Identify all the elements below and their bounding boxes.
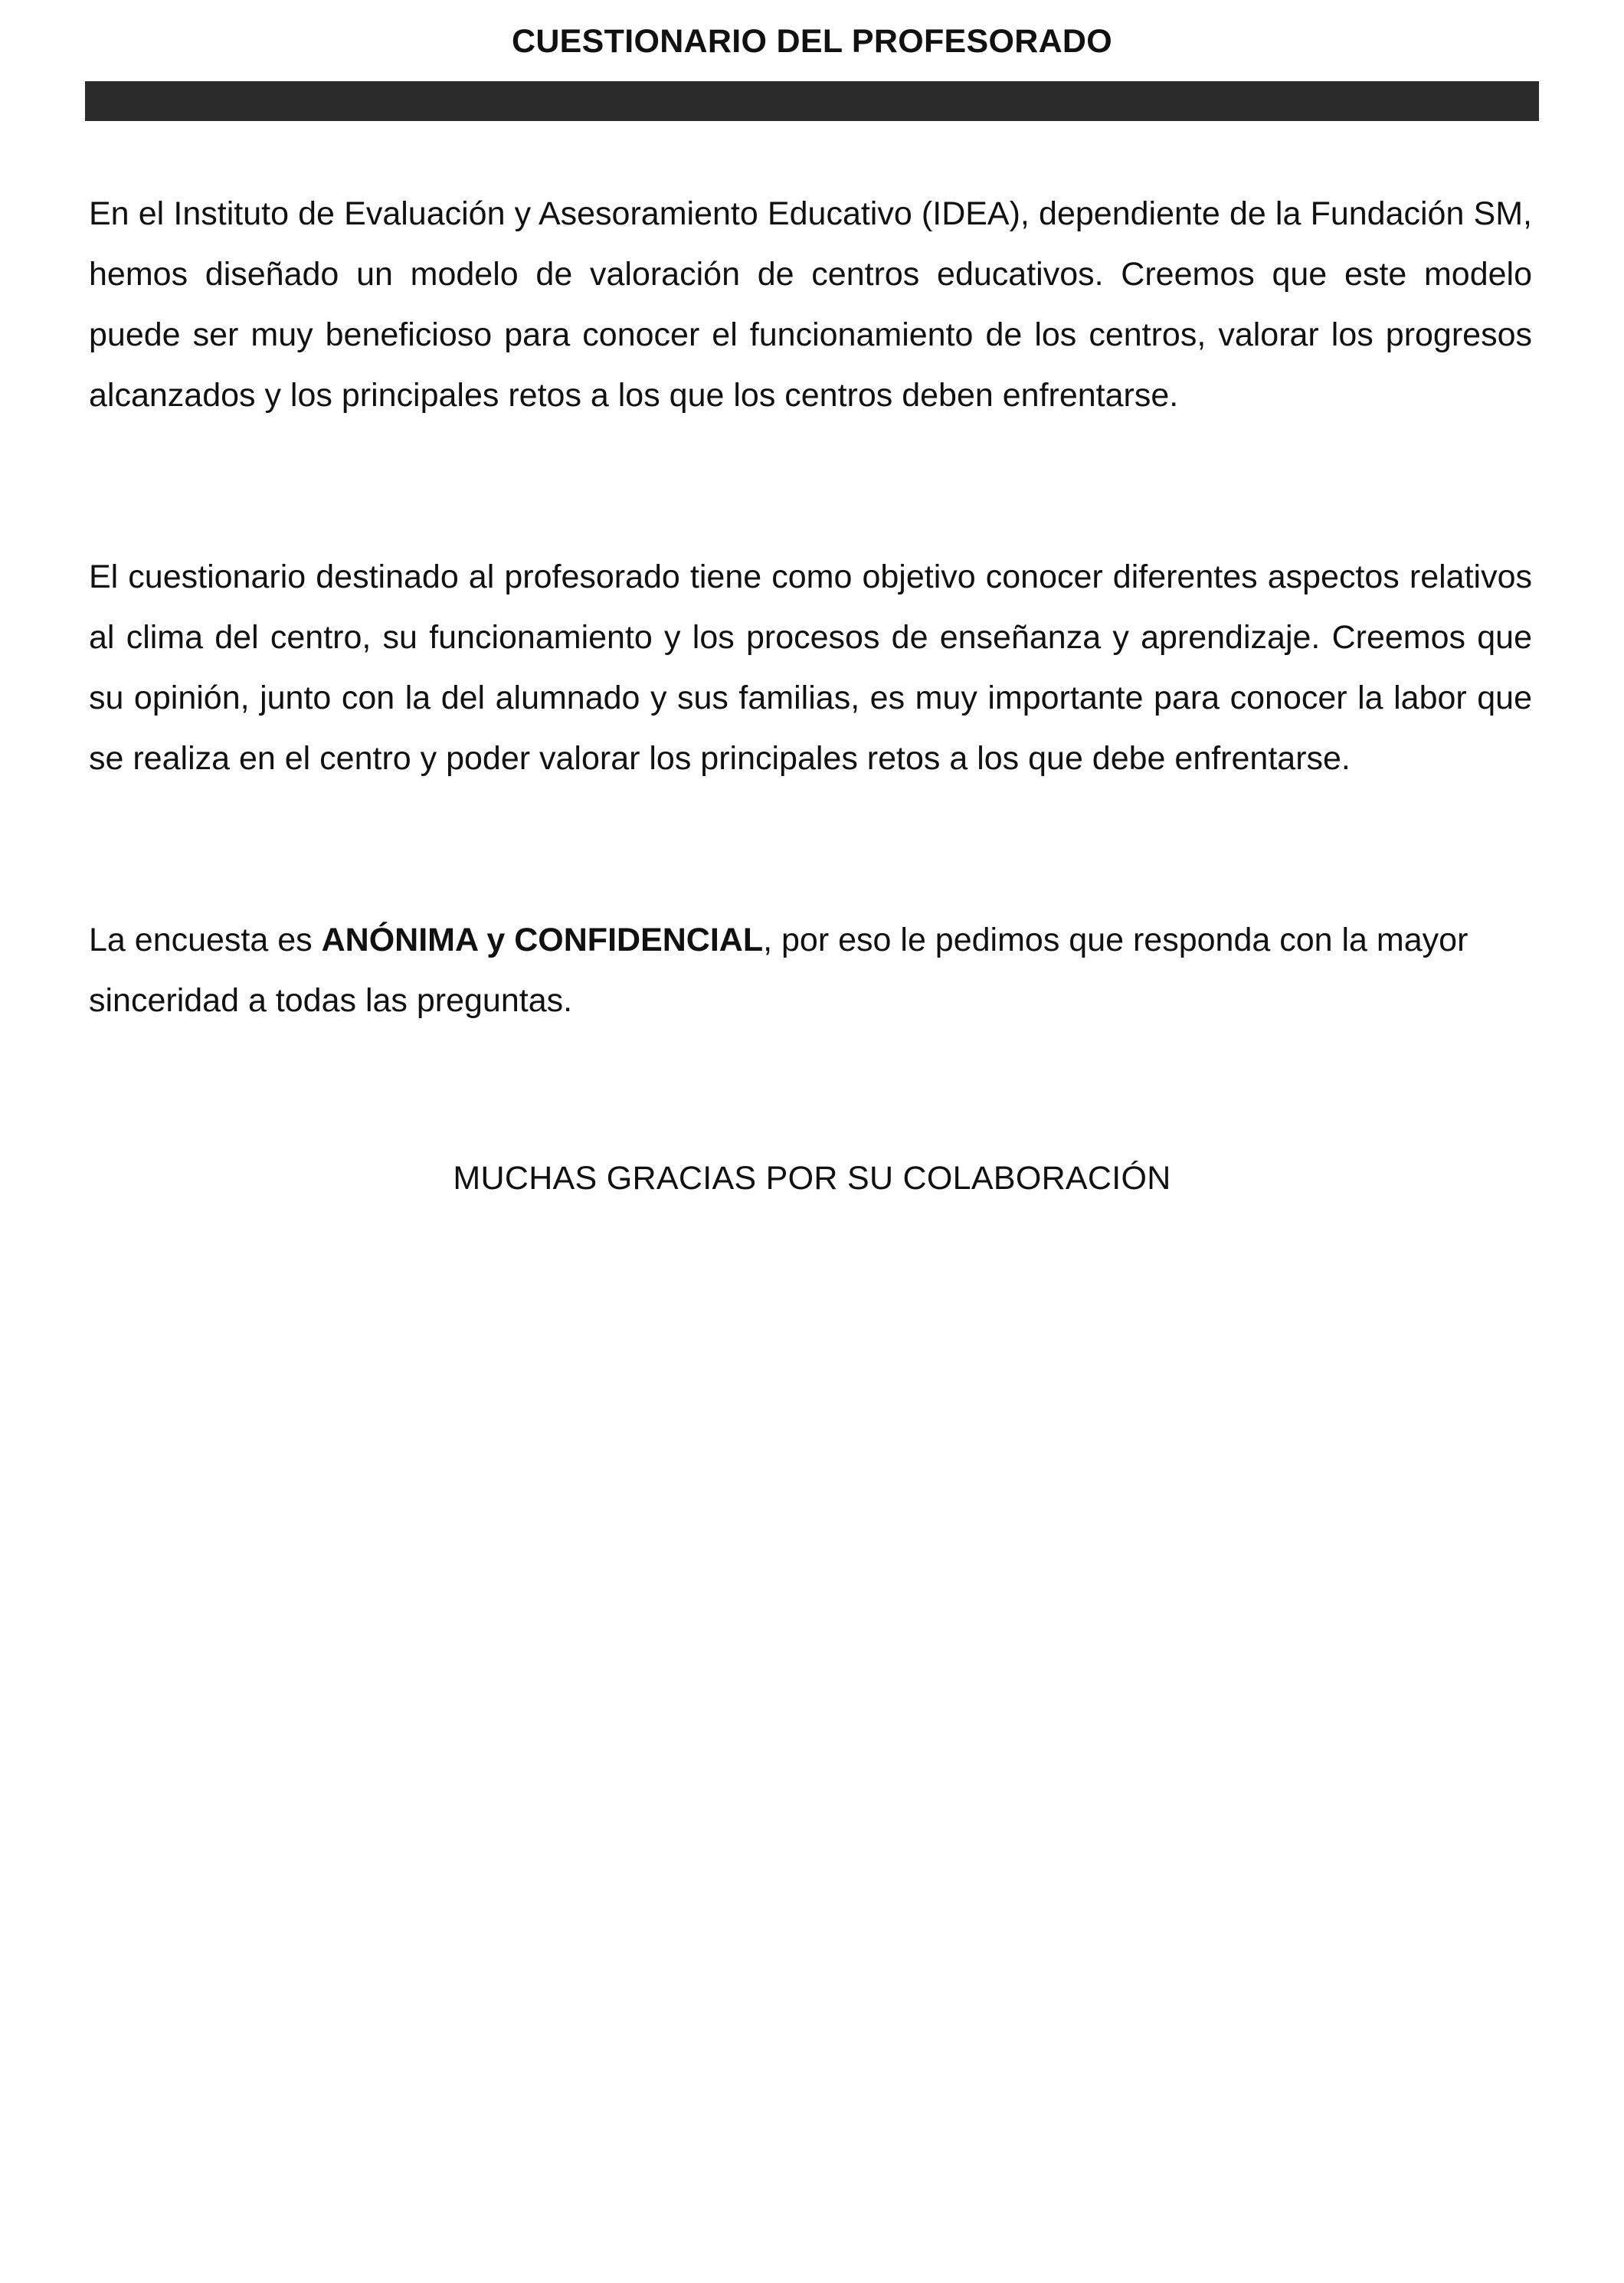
anonymity-text-before: La encuesta es [89,922,322,958]
page-title: CUESTIONARIO DEL PROFESORADO [511,23,1113,60]
closing-thanks: MUCHAS GRACIAS POR SU COLABORACIÓN [453,1160,1171,1197]
anonymity-text-after: , por eso le pedimos que responda con la mayor sinceridad a todas las preguntas. [89,922,1468,1019]
header-divider-bar [85,81,1539,121]
intro-paragraph: En el Instituto de Evaluación y Asesoramiento Educativo (IDEA), dependiente de la Fundación SM, hemos diseñado un modelo de valoración de centros educativos. Creemos que este modelo puede ser muy beneficioso para conocer el funcionamiento de los centros, valorar los progresos alcanzados y los principales retos a los que los centros deben enfrentarse. [89,195,1532,414]
anonymity-paragraph [89,910,1532,1031]
purpose-paragraph: El cuestionario destinado al profesorado tiene como objetivo conocer diferentes aspectos relativos al clima del centro, su funcionamiento y los procesos de enseñanza y aprendizaje. Creemos que su opinión, junto con la del alumnado y sus familias, es muy importante para conocer la labor que se realiza en el centro y poder valorar los principales retos a los que debe enfrentarse. [89,558,1532,777]
anonymity-emphasis: ANÓNIMA y CONFIDENCIAL [321,922,764,958]
